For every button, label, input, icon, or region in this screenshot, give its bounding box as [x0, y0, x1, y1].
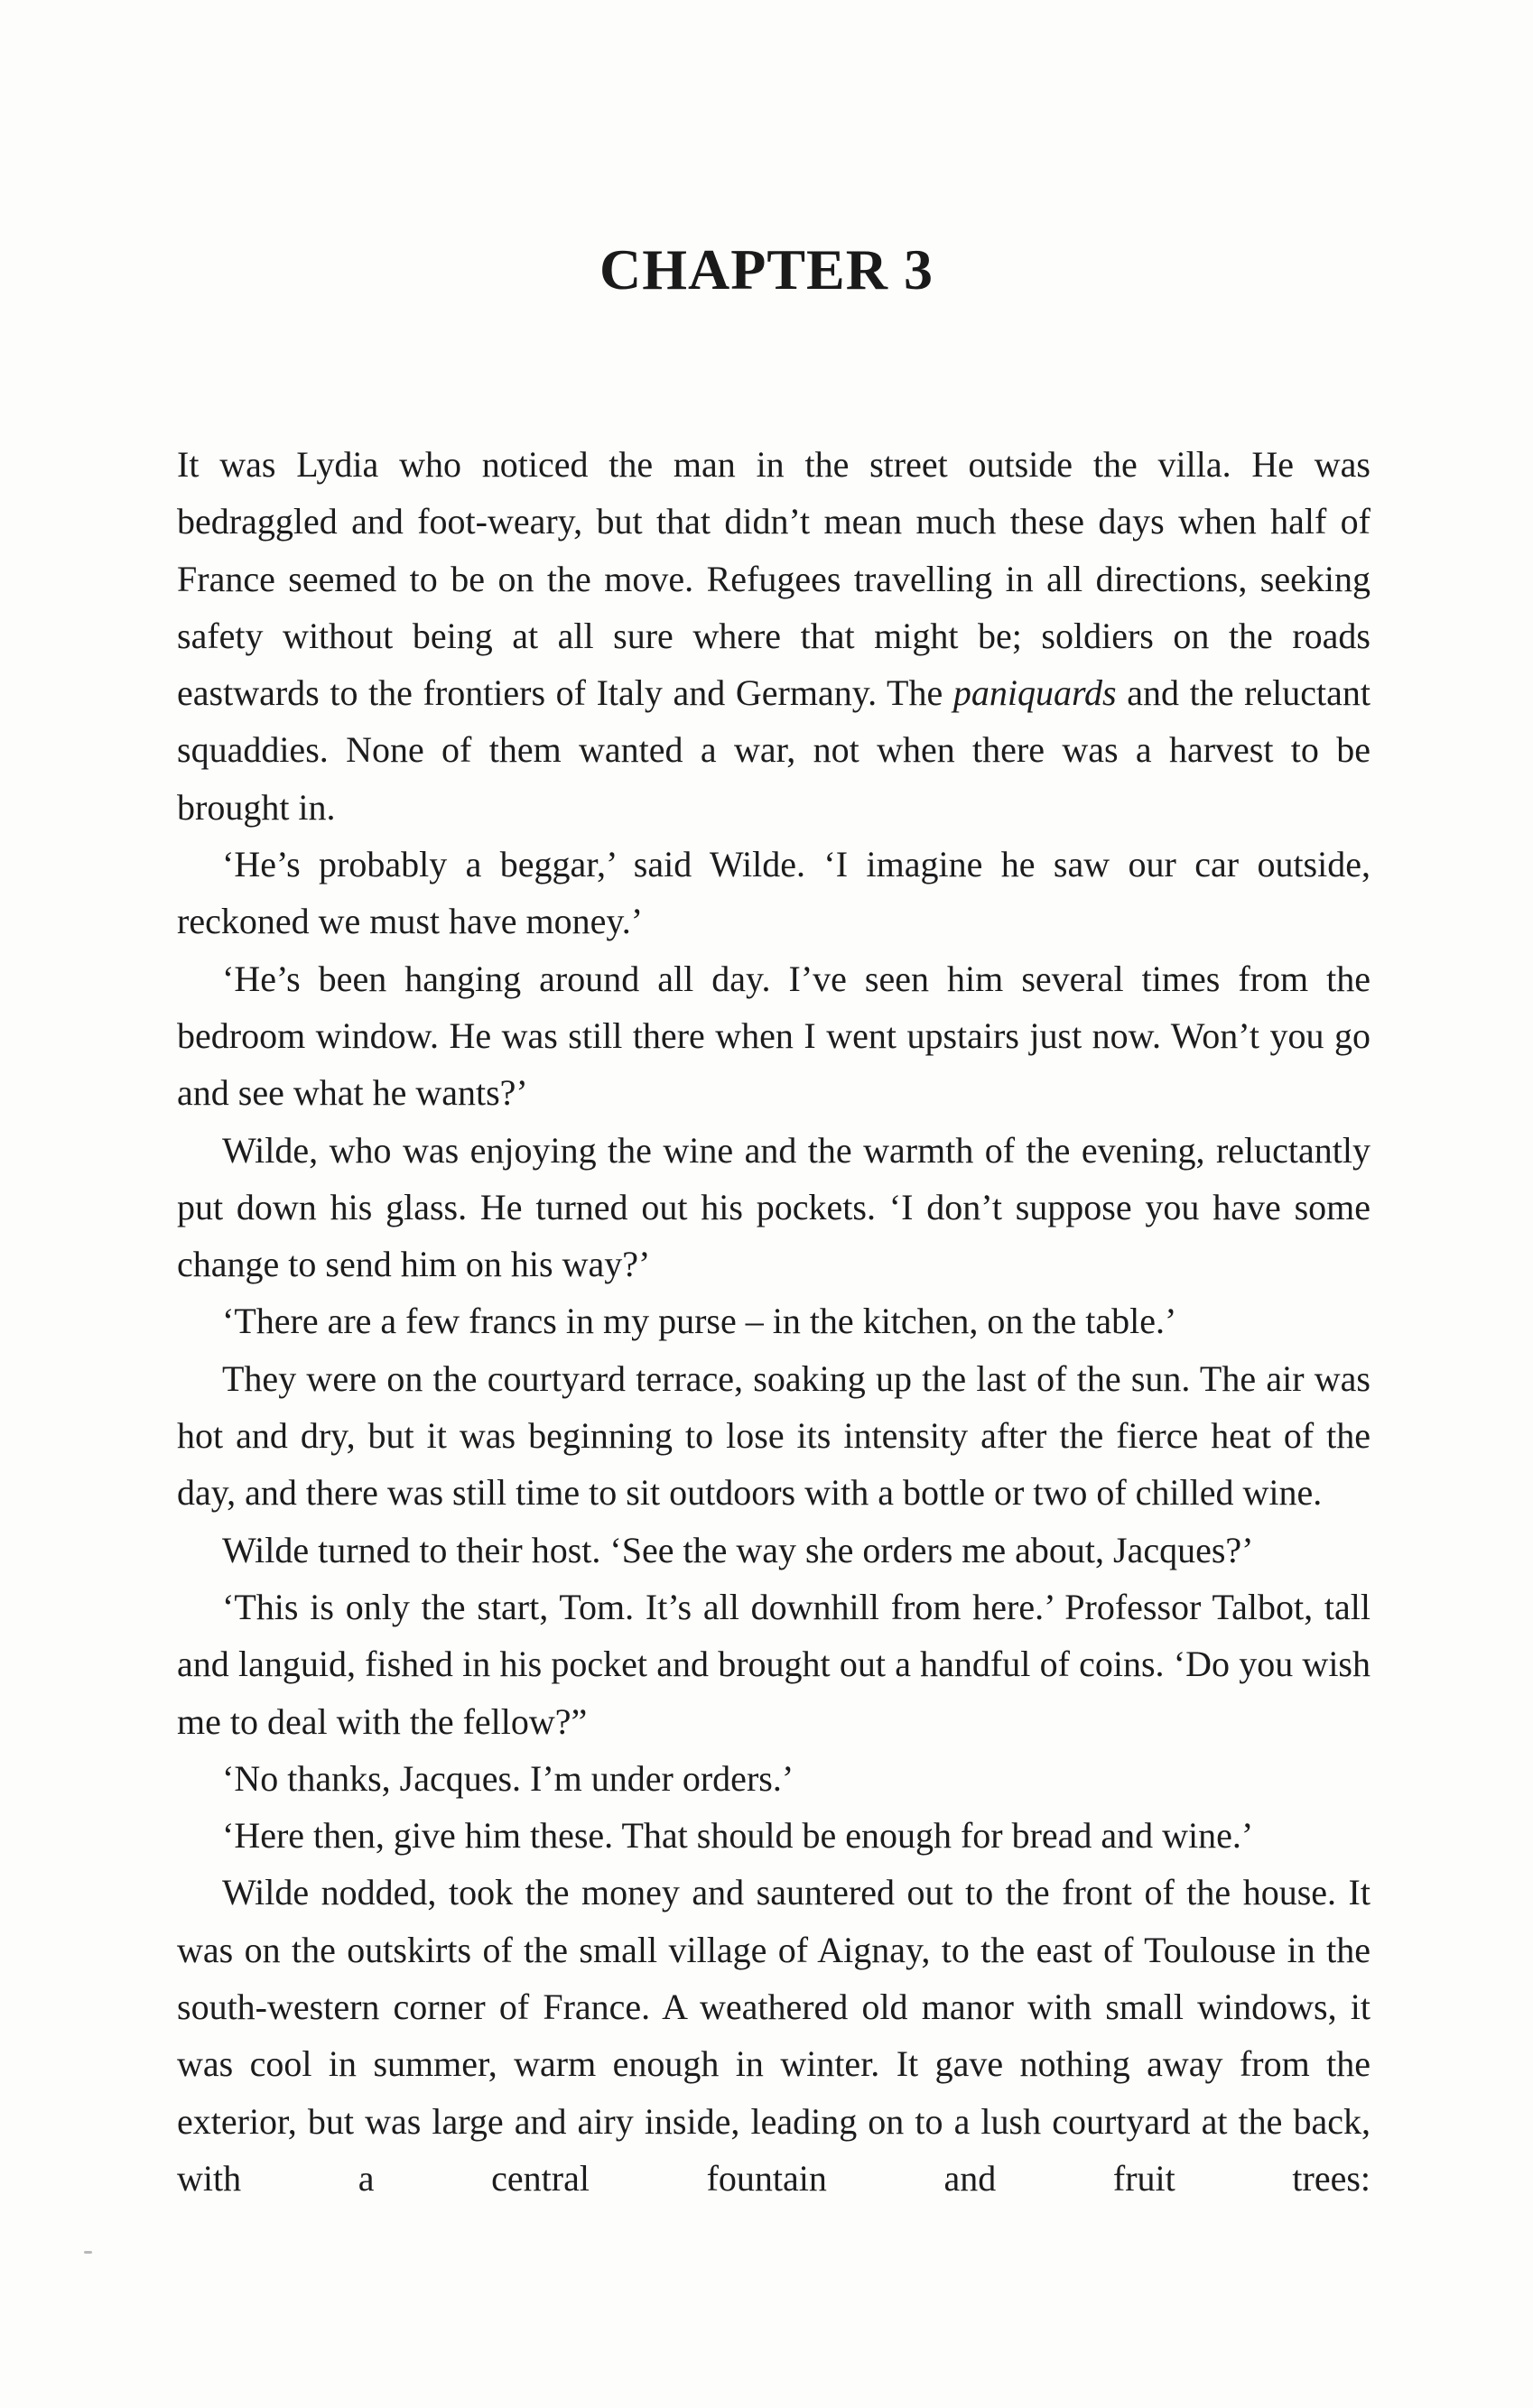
paragraph-4: Wilde, who was enjoying the wine and the warmth of the evening, reluctantly put down his glass. He turned out his pockets. ‘I don’t suppose you have some change to send him on his way?’	[177, 1129, 1370, 1285]
paragraph-1-part-4: and the reluctant squaddies. None of them wanted a war, not when there was a harvest to be brought in.	[177, 672, 1371, 828]
paragraph-3: ‘He’s been hanging around all day. I’ve seen him several times from the bedroom window. He was still there when I went upstairs just now. Won’t you go and see what he wants?’	[177, 958, 1370, 1114]
paragraph-2: ‘He’s probably a beggar,’ said Wilde. ‘I imagine he saw our car outside, reckoned we must have money.’	[177, 844, 1370, 942]
body-text	[177, 436, 1370, 2207]
chapter-title: CHAPTER 3	[599, 237, 934, 301]
paragraph-9: ‘No thanks, Jacques. I’m under orders.’	[222, 1757, 794, 1799]
paragraph-10: ‘Here then, give him these. That should be enough for bread and wine.’	[222, 1815, 1254, 1857]
paragraph-1-part-1: It was Lydia who noticed the man in the street outside the villa. He was bedraggled and foot-weary, but that didn’t mean much these days when half of France seemed to be on the move. Refugees travelling in all directions, seeking safety without being at all sure where that might be; soldiers on the roads eastwards to the frontiers of Italy and Germany.	[177, 444, 1370, 714]
scan-speck	[84, 2251, 92, 2254]
paragraph-1	[177, 436, 1370, 836]
paragraph-5: ‘There are a few francs in my purse – in the kitchen, on the table.’	[222, 1301, 1177, 1342]
paragraph-8: ‘This is only the start, Tom. It’s all downhill from here.’ Professor Talbot, tall and languid, fished in his pocket and brought out a handful of coins. ‘Do you wish me to deal with the fellow?”	[177, 1586, 1370, 1742]
paragraph-1-part-2: The	[887, 672, 953, 714]
paragraph-1-italic-term: paniquards	[952, 672, 1117, 714]
paragraph-6: They were on the courtyard terrace, soaking up the last of the sun. The air was hot and dry, but it was beginning to lose its intensity after the fierce heat of the day, and there was still time to sit outdoors with a bottle or two of chilled wine.	[177, 1357, 1370, 1514]
paragraph-7: Wilde turned to their host. ‘See the way she orders me about, Jacques?’	[222, 1529, 1254, 1570]
paragraph-11: Wilde nodded, took the money and sauntered out to the front of the house. It was on the outskirts of the small village of Aignay, to the east of Toulouse in the south-western corner of France. A weathered old manor with small windows, it was cool in summer, warm enough in winter. It gave nothing away from the exterior, but was large and airy inside, leading on to a lush courtyard at the back, with a central fountain and fruit trees:	[177, 1872, 1370, 2199]
